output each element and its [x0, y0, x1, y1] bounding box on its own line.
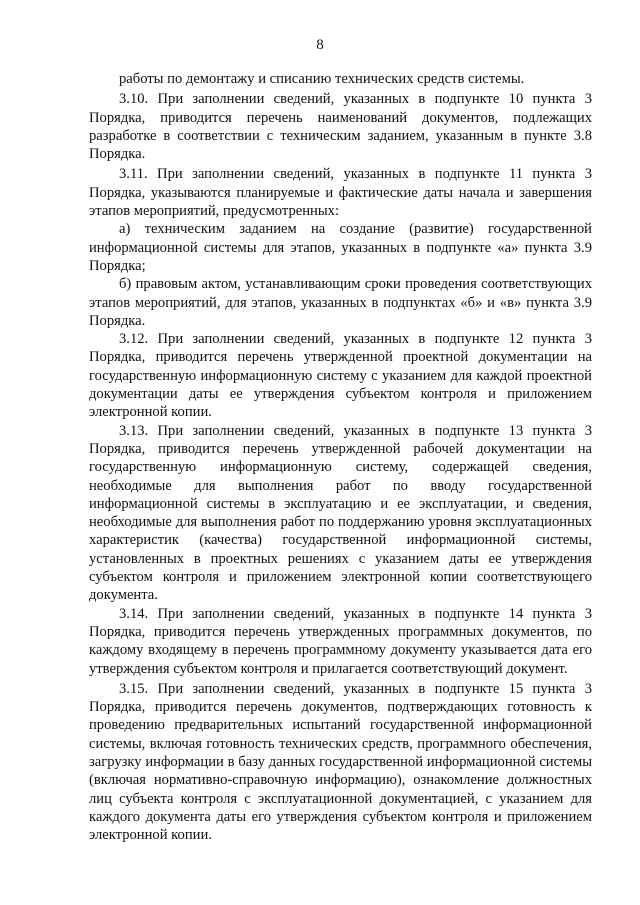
page-number: 8 — [316, 37, 324, 53]
paragraph-3-12: 3.12. При заполнении сведений, указанных в подпункте 12 пункта 3 Порядка, приводится перечень утвержденной проектной документации на государственную информационную систему с указанием для каждой проектной документации даты ее утверждения субъектом контроля и приложением электронной копии. — [89, 331, 592, 421]
paragraph-continuation: работы по демонтажу и списанию технических средств системы. — [119, 71, 525, 87]
document-body — [89, 70, 592, 844]
paragraph-3-11: 3.11. При заполнении сведений, указанных в подпункте 11 пункта 3 Порядка, указываются планируемые и фактические даты начала и завершения этапов мероприятий, предусмотренных: — [89, 166, 592, 220]
paragraph-3-14: 3.14. При заполнении сведений, указанных в подпункте 14 пункта 3 Порядка, приводится перечень утвержденных программных документов, по каждому входящему в перечень программному документу указывается дата его утверждения субъектом контроля и прилагается соответствующий документ. — [89, 605, 592, 677]
paragraph-3-11-b: б) правовым актом, устанавливающим сроки проведения соответствующих этапов мероприятий, для этапов, указанных в подпунктах «б» и «в» пункта 3.9 Порядка. — [89, 276, 592, 329]
paragraph-3-13: 3.13. При заполнении сведений, указанных в подпункте 13 пункта 3 Порядка, приводится перечень утвержденной рабочей документации на государственную информационную систему, содержащей сведения, необходимые для выполнения работ по вводу государственной информационной системы в эксплуатацию и ее эксплуатации, и сведения, необходимые для выполнения работ по поддержанию уровня эксплуатационных характеристик (качества) государственной информационной системы, установленных в проектных решениях с указанием даты ее утверждения субъектом контроля и приложением электронной копии соответствующего документа. — [89, 422, 592, 604]
paragraph-3-10: 3.10. При заполнении сведений, указанных в подпункте 10 пункта 3 Порядка, приводится перечень наименований документов, подлежащих разработке в соответствии с техническим заданием, указанным в пункте 3.8 Порядка. — [89, 91, 592, 163]
paragraph-3-11-a: а) техническим заданием на создание (развитие) государственной информационной системы для этапов, указанных в подпункте «а» пункта 3.9 Порядка; — [89, 221, 592, 274]
paragraph-3-15: 3.15. При заполнении сведений, указанных в подпункте 15 пункта 3 Порядка, приводится перечень документов, подтверждающих готовность к проведению предварительных испытаний государственной информационной системы, включая готовность технических средств, программного обеспечения, загрузку информации в базу данных государственной информационной системы (включая нормативно-справочную информацию), ознакомление должностных лиц субъекта контроля с эксплуатационной документацией, с указанием для каждого документа даты его утверждения субъектом контроля и приложением электронной копии. — [89, 680, 592, 844]
